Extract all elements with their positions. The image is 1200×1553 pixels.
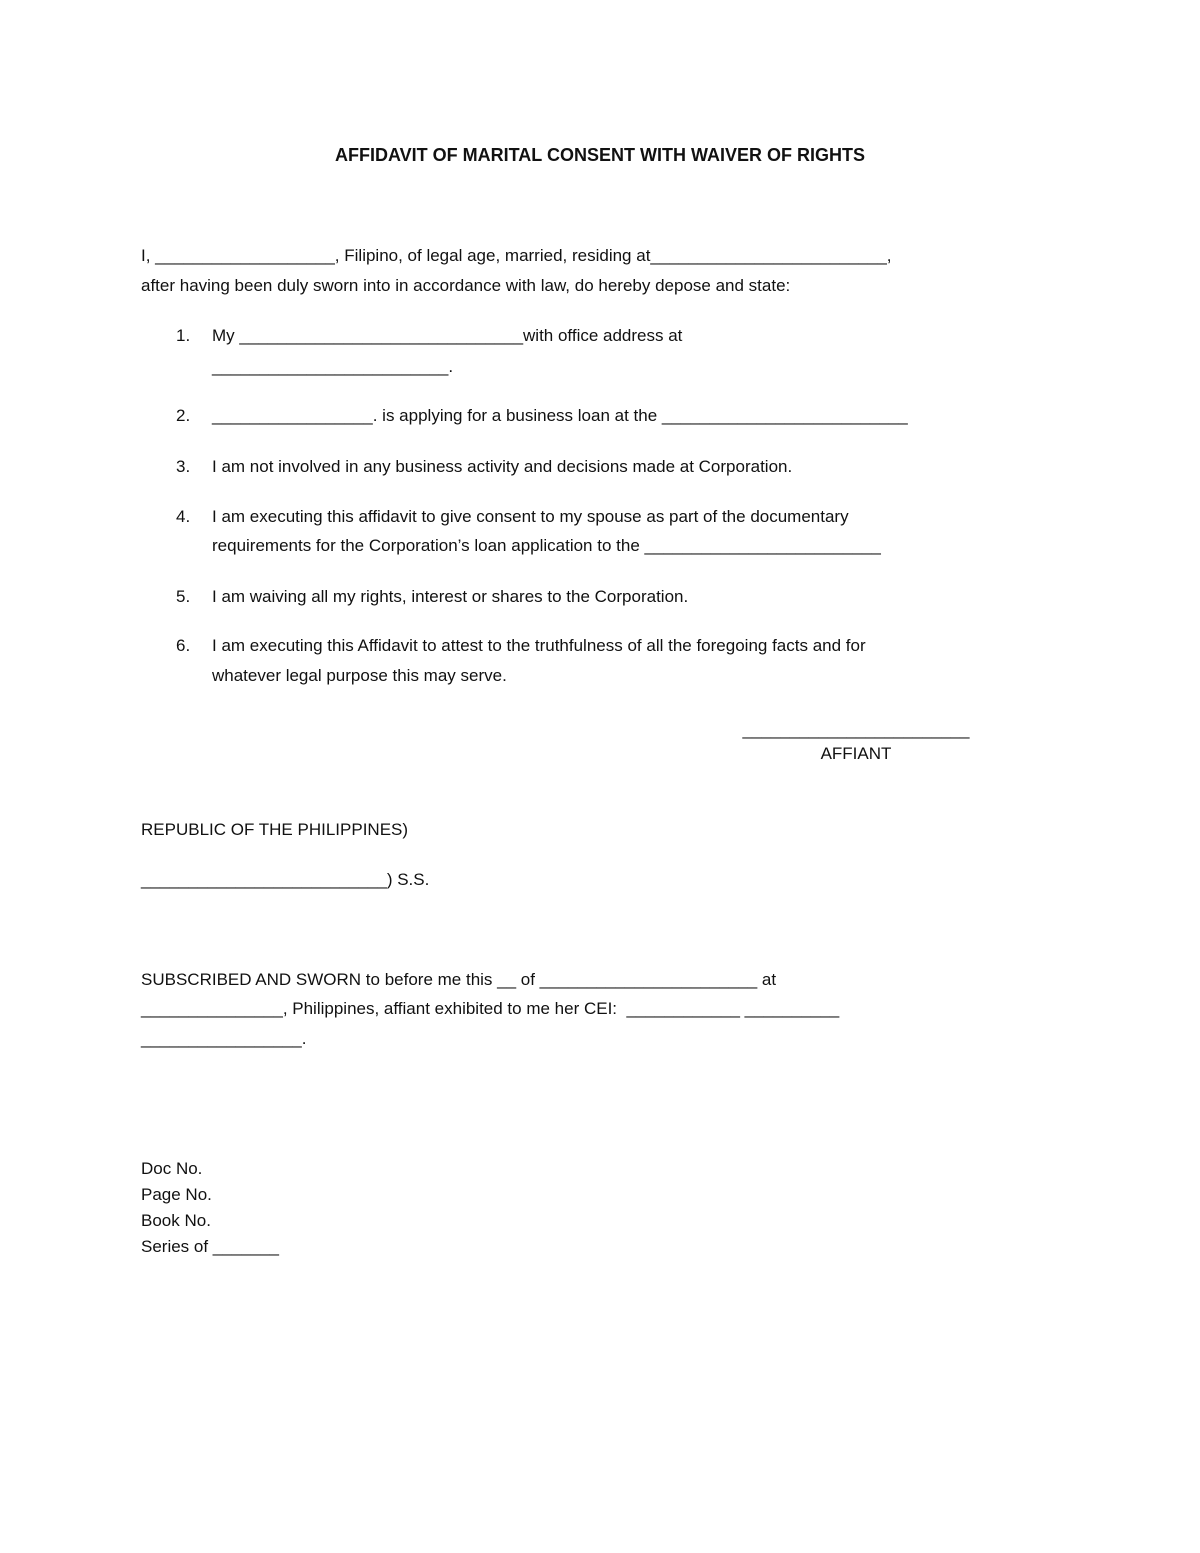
venue-country: REPUBLIC OF THE PHILIPPINES)	[141, 820, 409, 839]
item-number: 1.	[176, 326, 191, 345]
item-number: 2.	[176, 406, 191, 425]
jurat-line-1: SUBSCRIBED AND SWORN to before me this __ of _______________________ at	[141, 970, 777, 989]
document-title: AFFIDAVIT OF MARITAL CONSENT WITH WAIVER OF RIGHTS	[335, 145, 865, 165]
series-of: Series of _______	[141, 1237, 279, 1256]
jurat-line-2: _______________, Philippines, affiant exhibited to me her CEI: ____________ __________	[141, 999, 840, 1018]
venue-city-ss: __________________________) S.S.	[141, 870, 430, 889]
item-6-line-2: whatever legal purpose this may serve.	[212, 666, 507, 685]
intro-line-2: after having been duly sworn into in accordance with law, do hereby depose and state:	[141, 276, 791, 295]
item-number: 4.	[176, 507, 191, 526]
affiant-label: AFFIANT	[820, 744, 892, 763]
intro-line-1: I, ___________________, Filipino, of legal age, married, residing at_________________________,	[141, 246, 892, 265]
jurat-line-3: _________________.	[141, 1029, 307, 1048]
item-5-line-1: I am waiving all my rights, interest or shares to the Corporation.	[212, 587, 689, 606]
item-4-line-2: requirements for the Corporation’s loan application to the _________________________	[212, 536, 881, 555]
item-6-line-1: I am executing this Affidavit to attest to the truthfulness of all the foregoing facts and for	[212, 636, 866, 655]
item-number: 6.	[176, 636, 191, 655]
item-1-line-1: My ______________________________with office address at	[212, 326, 683, 345]
item-4-line-1: I am executing this affidavit to give consent to my spouse as part of the documentary	[212, 507, 849, 526]
item-1-line-2: _________________________.	[212, 357, 454, 376]
doc-no: Doc No.	[141, 1159, 203, 1178]
item-3-line-1: I am not involved in any business activity and decisions made at Corporation.	[212, 457, 793, 476]
item-2-line-1: _________________. is applying for a business loan at the __________________________	[212, 406, 908, 425]
book-no: Book No.	[141, 1211, 211, 1230]
affiant-signature-line: ________________________	[742, 720, 970, 739]
page-no: Page No.	[141, 1185, 212, 1204]
item-number: 5.	[176, 587, 191, 606]
item-number: 3.	[176, 457, 191, 476]
